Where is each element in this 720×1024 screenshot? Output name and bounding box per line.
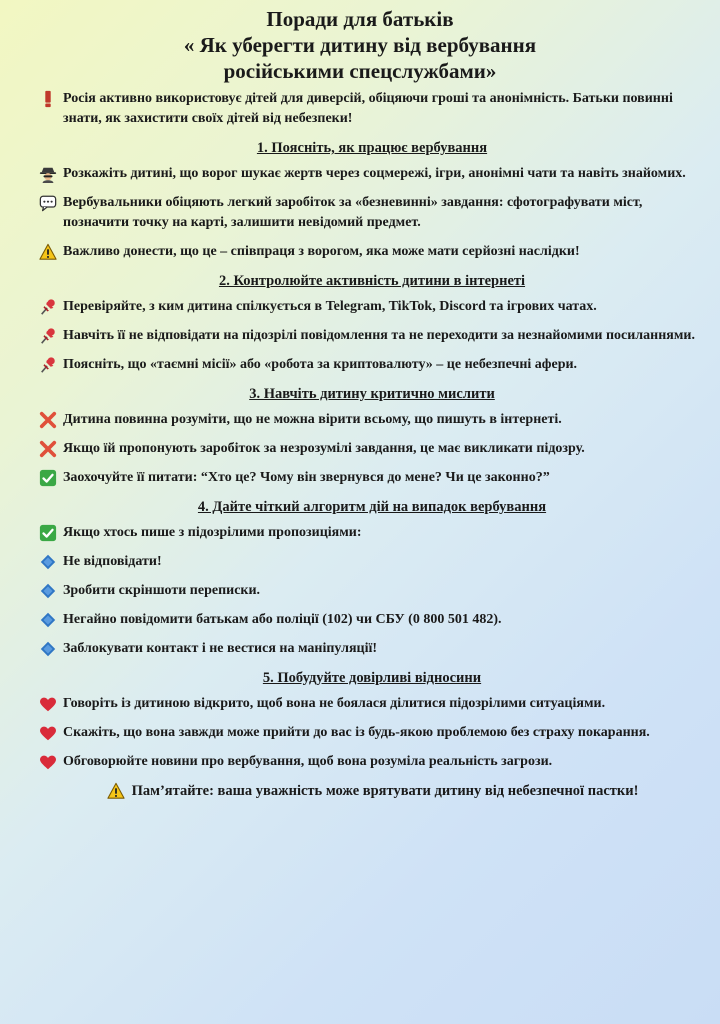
list-item-text: Важливо донести, що це – співпраця з ворогом, яка може мати серйозні наслідки! (63, 244, 580, 259)
list-item-text: Зробити скріншоти переписки. (63, 583, 261, 598)
list-item-text: Обговорюйте новини про вербування, щоб вона розуміла реальність загрози. (63, 754, 553, 769)
section-3 (38, 384, 706, 488)
list-item (38, 552, 706, 572)
list-item (38, 723, 706, 743)
section-title: 5. Побудуйте довірливі відносини (262, 670, 482, 686)
heart-icon (38, 723, 58, 743)
list-item-text: Не відповідати! (63, 554, 162, 569)
list-item-text: Навчіть її не відповідати на підозрілі повідомлення та не переходити за незнайомими посиланнями. (63, 328, 695, 343)
footer-text: Пам’ятайте: ваша уважність може врятувати дитину від небезпечної пастки! (131, 783, 639, 799)
footer-note (38, 781, 706, 801)
list-item-text: Говоріть із дитиною відкрито, щоб вона не боялася ділитися підозрілими ситуаціями. (63, 696, 606, 711)
heart-icon (38, 752, 58, 772)
list-item (38, 326, 706, 346)
list-item-text: Скажіть, що вона завжди може прийти до вас із будь-якою проблемою без страху покарання. (63, 725, 650, 740)
list-item-text: Поясніть, що «таємні місії» або «робота за криптовалюту» – це небезпечні афери. (63, 357, 578, 372)
list-item (38, 410, 706, 430)
list-item (38, 752, 706, 772)
title-line-2: « Як уберегти дитину від вербування (183, 33, 537, 57)
blue-diamond-icon (38, 581, 58, 601)
section-title: 1. Поясніть, як працює вербування (256, 140, 488, 156)
section-5 (38, 668, 706, 772)
list-item-text: Заохочуйте її питати: “Хто це? Чому він звернувся до мене? Чи це законно?” (63, 470, 550, 485)
blue-diamond-icon (38, 639, 58, 659)
list-item (38, 193, 706, 233)
pushpin-icon (38, 326, 58, 346)
list-item-text: Вербувальники обіцяють легкий заробіток за «безневинні» завдання: сфотографувати міст, позначити точку на карті, залишити невідомий предмет. (63, 195, 643, 230)
list-item-text: Розкажіть дитині, що ворог шукає жертв через соцмережі, ігри, анонімні чати та навіть знайомих. (63, 166, 686, 181)
list-item (38, 581, 706, 601)
heart-icon (38, 694, 58, 714)
pushpin-icon (38, 355, 58, 375)
cross-mark-icon (38, 410, 58, 430)
title-line-1: Поради для батьків (266, 7, 454, 31)
list-item-text: Перевіряйте, з ким дитина спілкується в Telegram, TikTok, Discord та ігрових чатах. (63, 299, 597, 314)
list-item (38, 242, 706, 262)
spy-icon (38, 164, 58, 184)
section-title: 4. Дайте чіткий алгоритм дій на випадок вербування (197, 499, 547, 515)
list-item (38, 439, 706, 459)
list-item (38, 468, 706, 488)
blue-diamond-icon (38, 552, 58, 572)
title-line-3: російськими спецслужбами» (223, 59, 497, 83)
section-1 (38, 138, 706, 262)
poster-title (14, 6, 706, 84)
list-item (38, 164, 706, 184)
list-item-text: Якщо їй пропонують заробіток за незрозумілі завдання, це має викликати підозру. (63, 441, 585, 456)
list-item-text: Заблокувати контакт і не вестися на маніпуляції! (63, 641, 378, 656)
section-title: 2. Контролюйте активність дитини в інтернеті (218, 273, 526, 289)
list-item (38, 297, 706, 317)
list-item (38, 355, 706, 375)
cross-mark-icon (38, 439, 58, 459)
list-item-text: Дитина повинна розуміти, що не можна вірити всьому, що пишуть в інтернеті. (63, 412, 562, 427)
intro-text: Росія активно використовує дітей для диверсій, обіцяючи гроші та анонімність. Батьки повинні знати, як захистити своїх дітей від небезпеки! (63, 91, 673, 126)
warning-icon (38, 242, 58, 262)
check-mark-icon (38, 468, 58, 488)
list-item (38, 610, 706, 630)
warning-icon (106, 781, 126, 801)
speech-bubble-icon (38, 193, 58, 213)
list-item-text: Якщо хтось пише з підозрілими пропозиціями: (63, 525, 362, 540)
pushpin-icon (38, 297, 58, 317)
list-item-text: Негайно повідомити батькам або поліції (102) чи СБУ (0 800 501 482). (63, 612, 502, 627)
blue-diamond-icon (38, 610, 58, 630)
intro-paragraph (38, 89, 706, 129)
list-item (38, 523, 706, 543)
section-4 (38, 497, 706, 659)
section-2 (38, 271, 706, 375)
list-item (38, 694, 706, 714)
sections (38, 138, 706, 772)
check-mark-icon (38, 523, 58, 543)
exclamation-icon (38, 89, 58, 109)
list-item (38, 639, 706, 659)
section-title: 3. Навчіть дитину критично мислити (249, 386, 495, 402)
